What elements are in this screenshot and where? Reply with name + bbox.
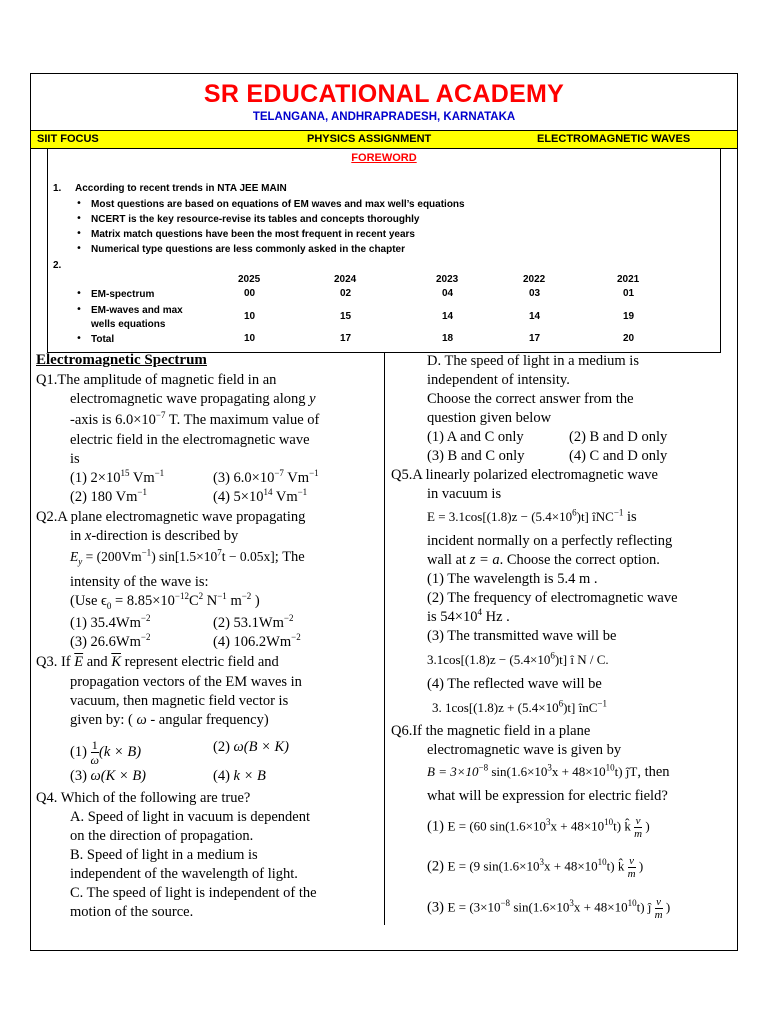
eq-part: m [226,593,242,609]
q5-option: (3) The transmitted wave will be [427,628,617,644]
foreword-point1-label: 1. [53,183,62,194]
q2-option [213,633,301,652]
q5-option: (1) The wavelength is 5.4 m . [427,571,598,587]
table-cell: 10 [244,333,256,344]
q3-line [70,711,269,730]
eq-part: )t] înC [563,700,598,715]
eq-sup: −8 [500,898,511,909]
opt-num: (3) [70,768,91,784]
opt-text: Hz . [481,609,510,625]
q3-line: vacuum, then magnetic field vector is [70,693,289,709]
eq-part: )t] îNC [576,509,614,524]
eq-part: t) ĵT [614,764,638,779]
q2-line [70,527,238,546]
eq-sup: 10 [627,898,637,909]
opt-sup: 14 [263,487,273,498]
eq-sup: 7 [217,547,222,558]
q2-var: x [84,528,92,544]
opt-text: (2) 53.1Wm [213,615,284,631]
q1-text: -axis is [70,412,116,428]
eq-part: t − 0.05x] [221,549,275,564]
q2-line: Q2.A plane electromagnetic wave propagating [36,509,306,525]
eq-part: x + 48×10 [551,764,606,779]
eq-sup: −1 [217,591,227,602]
foreword-bullet: Matrix match questions have been the most frequent in recent years [91,229,415,240]
bullet-icon: • [76,243,82,254]
eq-sup: 10 [597,857,607,868]
opt-num: (2) [70,489,91,505]
bullet-icon: • [76,304,82,315]
q5-text: . Choose the correct option. [499,552,660,568]
eq-part: C [188,593,199,609]
bullet-icon: • [76,213,82,224]
q3-text: represent electric field and [120,654,279,670]
q5-text: wall at [427,552,470,568]
frac-num: v [629,855,635,867]
opt-expr: (k × B) [99,743,142,760]
table-cell: 04 [442,288,454,299]
fraction [628,855,636,880]
eq-sup: −8 [478,762,489,773]
eq-part: x + 48×10 [550,818,605,834]
q3-text: Q3. If [36,654,75,670]
table-cell: 14 [529,311,541,322]
eq-part: = (200Vm [82,549,142,564]
q2-text: (Use [70,593,102,609]
table-row-label: EM-spectrum [91,289,155,300]
frac-den: m [654,909,663,921]
eq-part: ϵ [101,593,107,609]
fraction [655,896,663,921]
q6-line: Q6.If the magnetic field in a plane [391,723,591,739]
q2-option [213,614,293,633]
table-cell: 00 [244,288,256,299]
eq-part: sin(1.6×10 [488,764,548,779]
opt-num: (3) [213,470,234,486]
q4-line: independent of the wavelength of light. [70,866,298,882]
q1-sup: −7 [155,410,166,421]
table-cell: 20 [623,333,635,344]
frac-den: m [627,868,636,880]
section-heading: Electromagnetic Spectrum [36,352,207,368]
q1-option [213,488,307,507]
eq-sup: 3 [545,817,551,828]
opt-unit: Vm [129,470,155,486]
opt-unit: Vm [112,489,138,505]
eq-sup: 2 [198,591,204,602]
eq-sub: 0 [106,600,112,611]
eq-part: E = (9 sin(1.6×10 [447,858,540,874]
q5-option: (4) The reflected wave will be [427,676,602,692]
opt-num: (1) [427,818,448,835]
opt-num: (4) [213,768,234,784]
q2-text: in [70,528,85,544]
opt-text: (4) 106.2Wm [213,634,292,650]
q2-line [70,592,260,611]
q1-option [70,488,147,507]
opt-val: 2×10 [90,470,121,486]
q4-line: B. Speed of light in a medium is [70,847,258,863]
q4-line: on the direction of propagation. [70,828,254,844]
opt-expr: k × B [233,768,266,784]
q3-option [213,767,266,786]
table-cell: 01 [623,288,635,299]
foreword-point2-label: 2. [53,260,62,271]
table-cell: 02 [340,288,352,299]
eq-sup: 10 [604,817,614,828]
band-focus: SIIT FOCUS [37,133,99,145]
opt-text: is 54×10 [427,609,478,625]
q2-line: intensity of the wave is: [70,574,209,590]
eq-part: t) k̂ [606,858,625,874]
frac-den: ω [90,753,100,767]
frac-den: m [634,828,643,840]
q6-line: electromagnetic wave is given by [427,742,622,758]
omega: ω [136,712,147,728]
opt-sup: −1 [297,487,308,498]
bullet-icon: • [76,288,82,299]
band-topic: ELECTROMAGNETIC WAVES [537,133,691,145]
table-row-label: EM-waves and max [91,305,183,316]
q4-line: A. Speed of light in vacuum is dependent [70,809,311,825]
foreword-box [47,148,721,353]
bullet-icon: • [76,333,82,344]
opt-val: 5×10 [233,489,264,505]
opt-val: 6.0×10 [233,470,275,486]
eq-part: E = (60 sin(1.6×10 [447,818,546,834]
frac-num: v [635,815,641,827]
q3-option [213,738,289,757]
q2-equation [70,547,305,567]
year-header: 2024 [334,274,357,285]
eq-sup: 6 [550,650,555,661]
q6-option: (3) $E = (3\times 10^{-8}$ $\sin(1.6\times 10^3x + 48\times 10^{10}t)$ ĵ $\frac{v}{m}$ ) [427,896,671,921]
q5-equation [432,698,607,717]
q1-text: T. The maximum value of [165,412,320,428]
vec-e: $\overline{E}$ [74,654,84,670]
eq-part: E = 3.1cos[(1.8)z − (5.4×10 [427,509,573,524]
eq-part: x + 48×10 [573,899,628,915]
q6-equation [427,762,670,782]
q4-line: Q4. Which of the following are true? [36,790,251,806]
year-header: 2023 [436,274,459,285]
eq-part: N [203,593,218,609]
q1-option [70,469,164,488]
q4-option: (2) B and D only [569,429,668,445]
opt-sup: −1 [137,487,147,498]
opt-num: (3) [427,899,448,916]
year-header: 2025 [238,274,261,285]
table-cell: 03 [529,288,541,299]
eq-sup: −2 [241,591,252,602]
q5-equation [427,507,637,527]
band-assignment: PHYSICS ASSIGNMENT [307,133,432,145]
eq-part: = 8.85×10 [111,593,175,609]
q5-text: is [623,509,637,525]
q5-option [427,608,510,627]
q6-option: (2) E = (9 $\sin(1.6\times 10^3x + 48\times 10^{10}t)$ k̂ $\frac{v}{m}$ ) [427,855,644,880]
opt-num: (4) [213,489,234,505]
q4-line: question given below [427,410,552,426]
academy-title: SR EDUCATIONAL ACADEMY [203,80,565,108]
q1-line: electric field in the electromagnetic wave [70,432,310,448]
eq-sup: −12 [174,591,189,602]
q5-equation [427,650,609,669]
q5-line [427,551,660,570]
header-band [31,130,737,149]
q5-option: (2) The frequency of electromagnetic wave [427,590,678,606]
eq-sup: 3 [547,762,552,773]
q5-line: in vacuum is [427,486,502,502]
opt-text: (1) 35.4Wm [70,615,141,631]
eq-sup: 6 [572,507,577,518]
bullet-icon: • [76,198,82,209]
q3-text: - angular frequency) [146,712,269,728]
q4-option: (4) C and D only [569,448,668,464]
q1-line [70,390,316,409]
eq-part: t) ĵ [636,899,652,915]
foreword-bullet: Most questions are based on equations of EM waves and max well’s equations [91,199,465,210]
eq-part: 3.1cos[(1.8)z − (5.4×10 [427,652,551,667]
opt-num: (2) [427,858,448,875]
q3-line [36,653,279,672]
eq-sup: 6 [558,698,564,709]
bullet-icon: • [76,228,82,239]
vec-k: $\overline{K}$ [111,654,121,670]
opt-unit: Vm [283,470,310,486]
q3-option [70,767,146,786]
foreword-bullet: NCERT is the key resource-revise its tables and concepts thoroughly [91,214,420,225]
q4-line: motion of the source. [70,904,194,920]
q6-text: , then [637,764,670,780]
eq-sup: −1 [141,547,152,558]
opt-sup: −2 [140,613,151,624]
q1-line [70,411,319,430]
eq-part: ) [251,593,260,609]
q2-option [70,614,150,633]
opt-sup: −2 [283,613,294,624]
q1-text: electromagnetic wave propagating along [70,391,310,407]
q1-var: y [309,391,316,407]
q6-line: what will be expression for electric field? [427,788,668,804]
opt-expr: ω(K × B) [90,768,147,784]
year-header: 2021 [617,274,640,285]
q5-var: z = a [469,552,500,568]
q1-line: is [70,451,80,467]
table-cell: 14 [442,311,454,322]
q3-text: given by: ( [70,712,137,728]
eq-sup: −1 [597,698,607,709]
eq-part: 3. 1cos[(1.8)z + (5.4×10 [432,700,559,715]
eq-var: E [70,549,79,564]
table-row-label: wells equations [91,319,166,330]
eq-part: sin(1.6×10 [510,899,570,915]
q1-line: Q1.The amplitude of magnetic field in an [36,372,277,388]
opt-num: (1) [70,743,91,760]
eq-sup: 3 [539,857,544,868]
q2-option [70,633,150,652]
table-cell: 10 [244,311,256,322]
eq-part: )t] î N / C. [554,652,609,667]
table-cell: 19 [623,311,635,322]
table-cell: 17 [529,333,541,344]
q1-option [213,469,319,488]
opt-sup: 15 [120,468,130,479]
q3-text: and [83,654,112,670]
opt-sup: −2 [291,632,301,643]
q3-line: propagation vectors of the EM waves in [70,674,302,690]
foreword-bullet: Numerical type questions are less commonly asked in the chapter [91,244,405,255]
opt-text: (3) 26.6Wm [70,634,141,650]
q4-option: (1) A and C only [427,429,524,445]
eq-sup: −1 [613,507,624,518]
table-cell: 15 [340,311,352,322]
eq-part: B = 3×10 [427,764,479,779]
year-header: 2022 [523,274,546,285]
foreword-point1: According to recent trends in NTA JEE MAIN [75,183,287,194]
q4-line: C. The speed of light is independent of the [70,885,317,901]
opt-num: (2) [213,739,234,755]
q5-line: incident normally on a perfectly reflecting [427,533,673,549]
table-cell: 17 [340,333,352,344]
opt-num: (1) [70,470,91,486]
q6-option: (1) E = (60 $\sin(1.6\times 10^3x + 48\times 10^{10}t)$ k̂ $\frac{v}{m}$ ) [427,815,650,840]
q1-value: 6.0×10 [115,412,156,428]
opt-sup: −2 [140,632,151,643]
table-cell: 18 [442,333,454,344]
q5-line: Q5.A linearly polarized electromagnetic wave [391,467,658,483]
eq-part: ) sin[1.5×10 [151,549,218,564]
q2-text: -direction is described by [91,528,239,544]
q2-text: ; The [274,549,305,565]
q4-line: Choose the correct answer from the [427,391,634,407]
eq-sup: 10 [605,762,615,773]
q4-line: independent of intensity. [427,372,570,388]
opt-sup: −7 [274,468,284,479]
opt-unit: Vm [272,489,298,505]
opt-sup: −1 [309,468,319,479]
opt-sup: 4 [477,607,482,618]
frac-num: 1 [91,738,98,752]
fraction [91,738,99,767]
eq-part: E = (3×10 [447,899,501,915]
opt-val: 180 [90,489,113,505]
frac-num: v [656,896,662,908]
table-row-label: Total [91,334,115,345]
q4-line: D. The speed of light in a medium is [427,353,639,369]
opt-expr: ω(B × K) [233,739,290,755]
eq-sup: 3 [569,898,574,909]
eq-sub: y [78,556,83,567]
foreword-title: FOREWORD [351,152,417,164]
column-divider [384,353,385,925]
fraction [634,815,642,840]
q3-option [70,738,141,767]
opt-sup: −1 [154,468,165,479]
eq-part: t) k̂ [613,818,631,834]
eq-part: x + 48×10 [543,858,598,874]
academy-subtitle: TELANGANA, ANDHRAPRADESH, KARNATAKA [252,111,516,123]
q4-option: (3) B and C only [427,448,525,464]
